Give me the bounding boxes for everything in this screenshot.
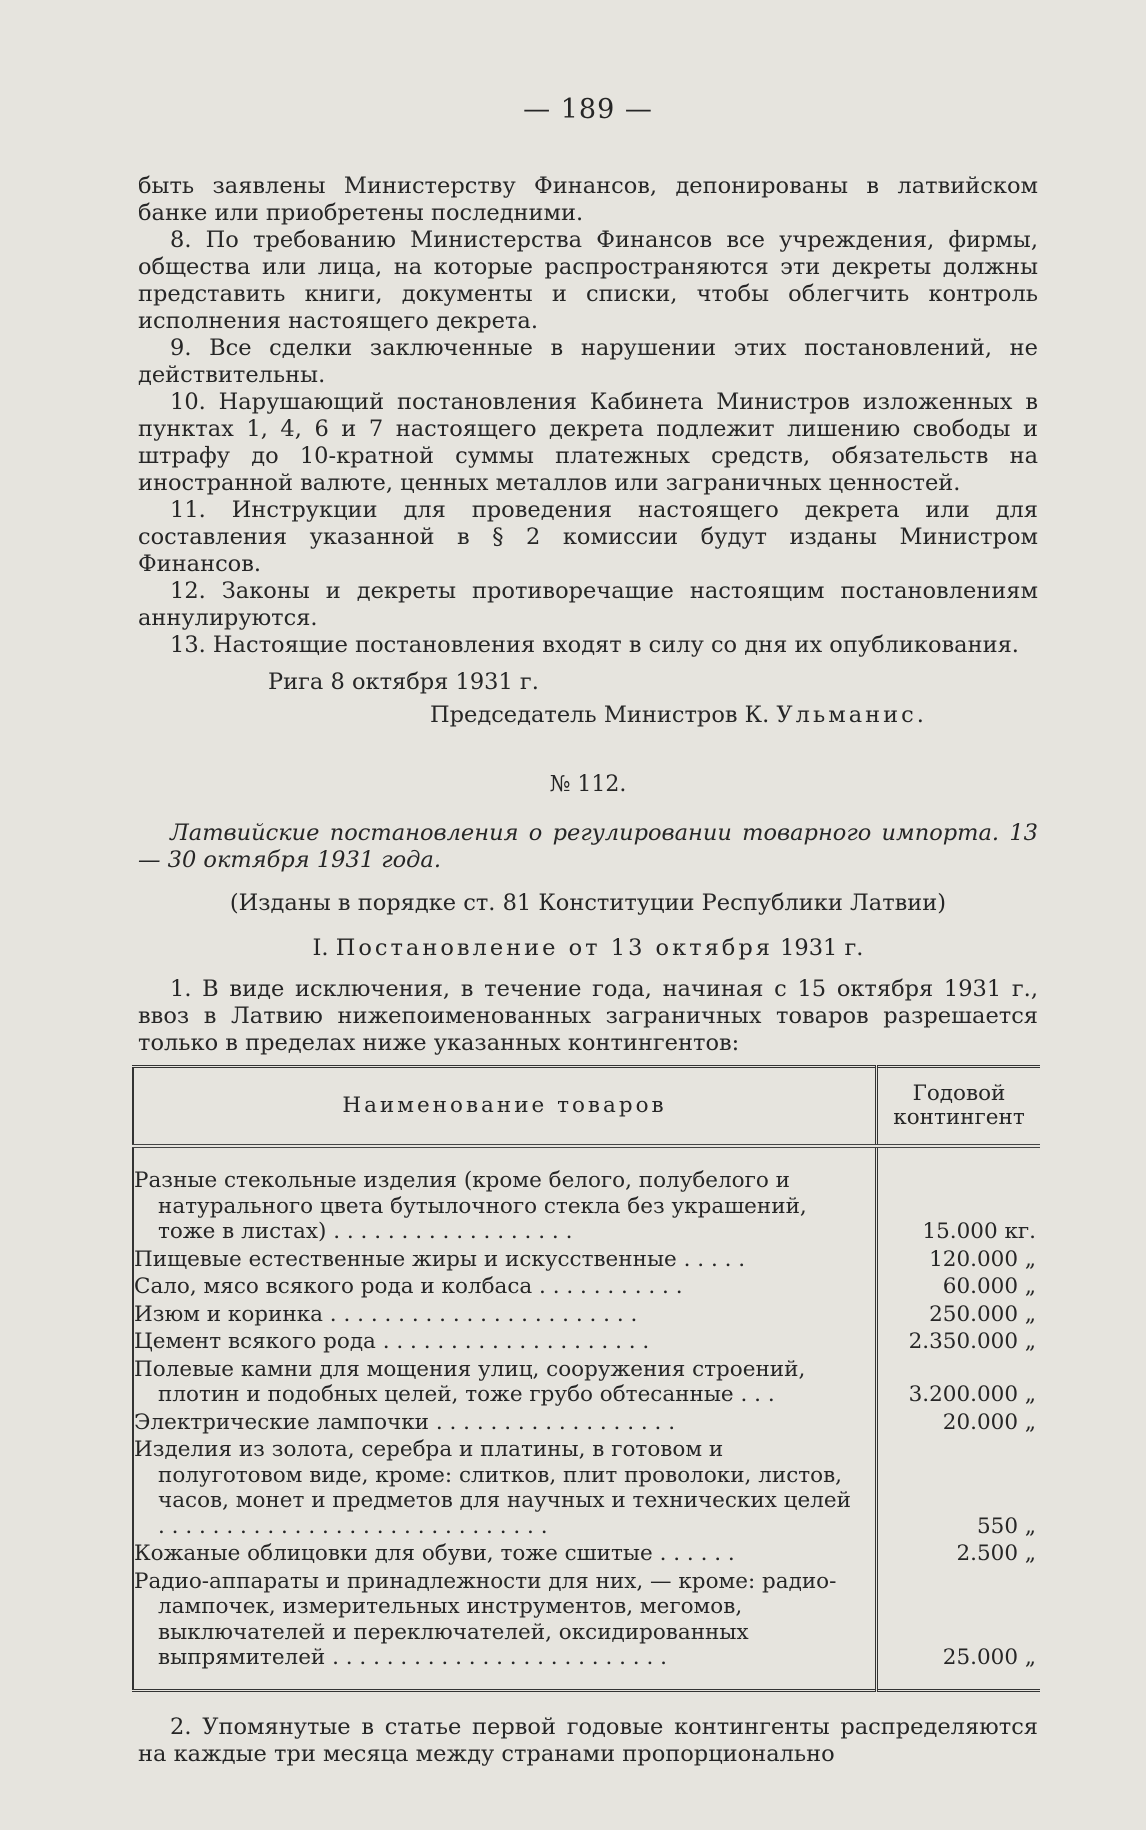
goods-quota: 60.000 „: [877, 1272, 1041, 1300]
header-annual-quota: Годовой контингент: [877, 1067, 1041, 1147]
paragraph-13: 13. Настоящие постановления входят в силу со дня их опубликования.: [170, 632, 1019, 658]
header-goods-name: Наименование товаров: [133, 1067, 877, 1147]
paragraph-11: 11. Инструкции для проведения настоящего декрета или для составления указанной в § 2 комиссии будут изданы Министром Финансов.: [138, 497, 1038, 577]
decree-intro: 1. В виде исключения, в течение года, начиная с 15 октября 1931 г., ввоз в Латвию нижепоименованных заграничных товаров разрешается только в пределах ниже указанных контингентов:: [138, 976, 1038, 1056]
page-number: — 189 —: [523, 94, 653, 125]
goods-item: Разные стекольные изделия (кроме белого, полубелого и натурального цвета бутылочного стекла без украшений, тоже в листах) . . . . . . . . . . . . . . . . . .: [134, 1168, 807, 1244]
paragraph-2-start: 2. Упомянутые в статье первой годовые контингенты распределяются на каждые три месяца между странами пропорционально: [138, 1713, 1038, 1767]
goods-item: Изделия из золота, серебра и платины, в готовом и полуготовом виде, кроме: слитков, плит проволоки, листов, часов, монет и предметов для научных и технических целей . . . . . . . . . . . . . . . . . . . . . . . . . . . . .: [134, 1437, 851, 1539]
table-header-row: [133, 1067, 1040, 1147]
table-row: [133, 1435, 1040, 1539]
goods-quota: 2.500 „: [877, 1539, 1041, 1567]
table-row: [133, 1245, 1040, 1273]
signature-name: Ульманис.: [776, 702, 927, 728]
goods-item: Пищевые естественные жиры и искусственные . . . . .: [134, 1246, 746, 1272]
paragraph-9: 9. Все сделки заключенные в нарушении этих постановлений, не действительны.: [138, 335, 1038, 388]
import-quota-table: [132, 1065, 1040, 1692]
table-row: [133, 1408, 1040, 1436]
goods-quota: 250.000 „: [877, 1300, 1041, 1328]
table-row: [133, 1355, 1040, 1408]
paragraph-10: 10. Нарушающий постановления Кабинета Министров изложенных в пунктах 1, 4, 6 и 7 настоящего декрета подлежит лишению свободы и штрафу до 10-кратной суммы платежных средств, обязательств на иностранной валюте, ценных металлов или заграничных ценностей.: [138, 389, 1038, 496]
goods-quota: 120.000 „: [877, 1245, 1041, 1273]
paragraph-8: 8. По требованию Министерства Финансов все учреждения, фирмы, общества или лица, на которые распространяются эти декреты должны представить книги, документы и списки, чтобы облегчить контроль исполнения настоящего декрета.: [138, 227, 1038, 334]
goods-item: Сало, мясо всякого рода и колбаса . . . . . . . . . . .: [134, 1274, 683, 1299]
document-issued-note: (Изданы в порядке ст. 81 Конституции Республики Латвии): [229, 890, 947, 916]
page-content: [134, 94, 1038, 1768]
table-row: [133, 1567, 1040, 1691]
signature-place-date: Рига 8 октября 1931 г.: [268, 669, 539, 695]
signature-title: Председатель Министров К.: [430, 702, 770, 728]
goods-item: Изюм и коринка . . . . . . . . . . . . . . . . . . . . . . .: [134, 1301, 638, 1327]
goods-item: Кожаные облицовки для обуви, тоже сшитые . . . . . .: [134, 1541, 735, 1566]
table-row: [133, 1272, 1040, 1300]
goods-quota: 2.350.000 „: [877, 1327, 1041, 1355]
goods-item: Цемент всякого рода . . . . . . . . . . . . . . . . . . . .: [134, 1329, 650, 1354]
decree-heading-text: Постановление от 13 октября: [335, 935, 773, 961]
table-row: [133, 1327, 1040, 1355]
paragraph-12: 12. Законы и декреты противоречащие настоящим постановлениям аннулируются.: [138, 578, 1038, 631]
document-title: Латвийские постановления о регулировании товарного импорта. 13 — 30 октября 1931 года.: [138, 820, 1038, 873]
goods-quota: 20.000 „: [877, 1408, 1041, 1436]
goods-item: Полевые камни для мощения улиц, сооружения строений, плотин и подобных целей, тоже грубо обтесанные . . .: [134, 1356, 806, 1407]
paragraph-continuation: быть заявлены Министерству Финансов, депонированы в латвийском банке или приобретены последними.: [138, 173, 1038, 226]
goods-quota: 15.000 кг.: [877, 1146, 1041, 1245]
decree-heading: [138, 935, 1038, 962]
goods-item: Электрические лампочки . . . . . . . . . . . . . . . . . .: [134, 1409, 676, 1435]
goods-item: Радио-аппараты и принадлежности для них, — кроме: радио-лампочек, измерительных инструментов, мегомов, выключателей и переключателей, оксидированных выпрямителей . . . . . . . . . . . . . . . . . . . . . . . . .: [134, 1568, 837, 1670]
goods-quota: 3.200.000 „: [877, 1355, 1041, 1408]
document-number: № 112.: [549, 772, 627, 797]
table-row: [133, 1146, 1040, 1245]
table-row: [133, 1300, 1040, 1328]
signature-line: [430, 702, 1038, 729]
goods-quota: 550 „: [877, 1435, 1041, 1539]
decree-heading-year: 1931 г.: [780, 935, 864, 961]
decree-roman-number: I.: [312, 935, 329, 961]
goods-quota: 25.000 „: [877, 1567, 1041, 1691]
table-row: [133, 1539, 1040, 1567]
